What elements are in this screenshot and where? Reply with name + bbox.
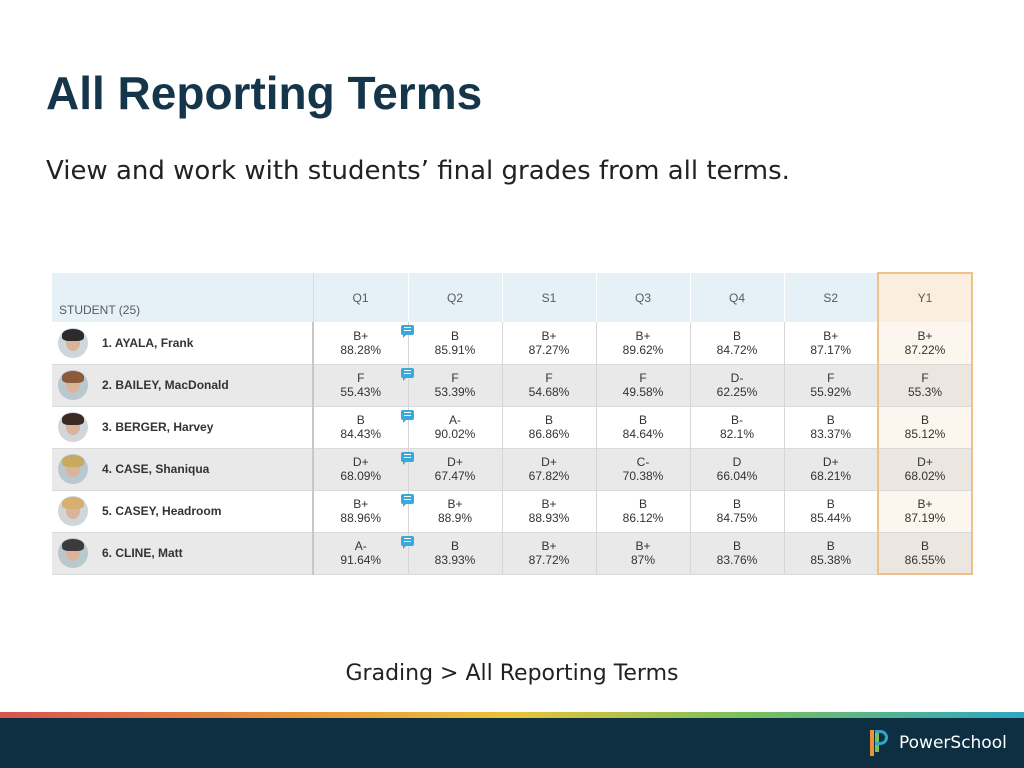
grade-cell-s2[interactable] [784, 406, 878, 448]
student-name[interactable]: 6. CLINE, Matt [102, 546, 183, 560]
grade-cell-s2[interactable] [784, 364, 878, 406]
percent-grade: 82.1% [719, 427, 755, 441]
table-row[interactable] [52, 364, 972, 406]
comment-icon[interactable] [401, 325, 414, 335]
percent-grade: 87.19% [904, 511, 946, 525]
grade-cell-q2[interactable] [408, 448, 502, 490]
letter-grade: B [920, 538, 929, 553]
grade-cell-q3[interactable] [596, 448, 690, 490]
comment-icon[interactable] [401, 410, 414, 420]
letter-grade: D+ [541, 455, 557, 469]
letter-grade: B [356, 413, 365, 427]
letter-grade: B+ [447, 497, 463, 511]
column-header-q1[interactable]: Q1 [313, 273, 408, 322]
letter-grade: B [450, 328, 459, 343]
grades-table [52, 272, 973, 575]
grade-cell-s1[interactable] [502, 490, 596, 532]
slide-title: All Reporting Terms [46, 67, 483, 119]
percent-grade: 87.72% [528, 553, 570, 567]
grade-cell-s1[interactable] [502, 448, 596, 490]
logo-text: PowerSchool [899, 733, 1007, 753]
letter-grade: B+ [917, 497, 933, 511]
grade-cell-y1[interactable] [878, 448, 972, 490]
percent-grade: 88.96% [340, 511, 382, 525]
comment-icon[interactable] [401, 368, 414, 378]
grade-cell-s1[interactable] [502, 406, 596, 448]
letter-grade: B+ [823, 328, 839, 343]
letter-grade: C- [636, 455, 650, 469]
grade-cell-q1[interactable] [313, 490, 408, 532]
letter-grade: D+ [447, 455, 463, 469]
comment-icon[interactable] [401, 452, 414, 462]
percent-grade: 85.12% [904, 427, 946, 441]
table-row[interactable] [52, 532, 972, 574]
grade-cell-q4[interactable] [690, 448, 784, 490]
grade-cell-q1[interactable] [313, 406, 408, 448]
student-avatar [58, 370, 88, 400]
grade-cell-q3[interactable] [596, 490, 690, 532]
grade-cell-y1[interactable] [878, 406, 972, 448]
grade-cell-q3[interactable] [596, 406, 690, 448]
grade-cell-s2[interactable] [784, 490, 878, 532]
letter-grade: D [732, 455, 742, 469]
letter-grade: B+ [541, 497, 557, 511]
grade-cell-q1[interactable] [313, 532, 408, 574]
percent-grade: 91.64% [340, 553, 382, 567]
percent-grade: 83.37% [810, 427, 852, 441]
percent-grade: 84.72% [716, 342, 758, 357]
grade-cell-q3[interactable] [596, 364, 690, 406]
percent-grade: 85.38% [810, 553, 852, 567]
grade-cell-s1[interactable] [502, 364, 596, 406]
letter-grade: B+ [635, 328, 651, 343]
letter-grade: F [921, 371, 929, 385]
letter-grade: D+ [352, 455, 369, 469]
letter-grade: B [638, 497, 647, 511]
letter-grade: B+ [353, 497, 369, 511]
student-name[interactable]: 3. BERGER, Harvey [102, 420, 214, 434]
percent-grade: 84.64% [622, 427, 664, 441]
percent-grade: 86.86% [528, 427, 570, 441]
column-header-y1[interactable]: Y1 [878, 273, 972, 322]
percent-grade: 62.25% [716, 385, 758, 399]
student-cell[interactable] [52, 406, 313, 448]
student-cell[interactable] [52, 364, 313, 406]
percent-grade: 87.27% [528, 342, 570, 357]
powerschool-logo [868, 728, 1007, 758]
grade-cell-s2[interactable] [784, 532, 878, 574]
letter-grade: F [357, 371, 365, 385]
letter-grade: B [920, 413, 929, 427]
column-header-s1[interactable]: S1 [502, 273, 596, 322]
letter-grade: B+ [635, 539, 651, 553]
percent-grade: 67.82% [528, 469, 570, 483]
grade-cell-y1[interactable] [878, 322, 972, 364]
letter-grade: A- [449, 413, 461, 427]
grade-cell-q4[interactable] [690, 532, 784, 574]
student-cell[interactable] [52, 532, 313, 574]
letter-grade: F [827, 371, 835, 385]
percent-grade: 87.17% [810, 342, 852, 357]
percent-grade: 87% [630, 553, 656, 567]
grade-cell-s1[interactable] [502, 532, 596, 574]
letter-grade: F [451, 371, 459, 385]
column-header-s2[interactable]: S2 [784, 273, 878, 322]
column-header-q3[interactable]: Q3 [596, 273, 690, 322]
student-name[interactable]: 1. AYALA, Frank [102, 335, 194, 350]
student-name[interactable]: 4. CASE, Shaniqua [102, 462, 210, 476]
percent-grade: 88.93% [528, 511, 570, 525]
letter-grade: B+ [541, 539, 557, 553]
percent-grade: 83.76% [716, 553, 758, 567]
comment-icon[interactable] [401, 536, 414, 546]
percent-grade: 55.92% [810, 385, 852, 399]
percent-grade: 54.68% [528, 385, 570, 399]
student-avatar [58, 412, 88, 442]
grade-cell-q3[interactable] [596, 532, 690, 574]
student-name[interactable]: 2. BAILEY, MacDonald [102, 378, 229, 392]
slide-subtitle: View and work with students’ final grades from all terms. [46, 156, 790, 186]
letter-grade: B [826, 413, 835, 427]
letter-grade: D+ [917, 455, 933, 469]
letter-grade: B [544, 413, 553, 427]
table-row[interactable] [52, 322, 972, 364]
letter-grade: B [732, 328, 741, 343]
percent-grade: 88.9% [437, 511, 473, 525]
grade-cell-q4[interactable] [690, 322, 784, 364]
column-header-q4[interactable]: Q4 [690, 273, 784, 322]
student-avatar [58, 538, 88, 568]
table-header-row [52, 273, 972, 322]
breadcrumb: Grading > All Reporting Terms [345, 661, 679, 686]
percent-grade: 55.43% [340, 385, 382, 399]
student-avatar [58, 328, 88, 358]
percent-grade: 68.21% [810, 469, 852, 483]
grade-cell-q2[interactable] [408, 406, 502, 448]
grade-cell-q1[interactable] [313, 448, 408, 490]
grade-cell-q4[interactable] [690, 406, 784, 448]
percent-grade: 89.62% [622, 342, 664, 357]
letter-grade: B+ [541, 328, 557, 343]
letter-grade: B [826, 539, 835, 553]
column-header-q2[interactable]: Q2 [408, 273, 502, 322]
grade-cell-q2[interactable] [408, 322, 502, 364]
percent-grade: 55.3% [907, 385, 943, 399]
student-avatar [58, 454, 88, 484]
letter-grade: B [732, 539, 741, 553]
percent-grade: 90.02% [434, 427, 476, 441]
table-row[interactable] [52, 406, 972, 448]
grade-cell-y1[interactable] [878, 364, 972, 406]
student-cell[interactable] [52, 448, 313, 490]
letter-grade: D- [730, 371, 744, 385]
percent-grade: 67.47% [434, 469, 476, 483]
grade-cell-q2[interactable] [408, 364, 502, 406]
percent-grade: 49.58% [622, 385, 664, 399]
percent-grade: 66.04% [716, 469, 758, 483]
percent-grade: 85.44% [810, 511, 852, 525]
letter-grade: B+ [353, 328, 369, 343]
table-row[interactable] [52, 490, 972, 532]
grade-cell-q2[interactable] [408, 532, 502, 574]
letter-grade: D+ [822, 455, 839, 469]
percent-grade: 83.93% [434, 553, 476, 567]
grade-cell-y1[interactable] [878, 532, 972, 574]
percent-grade: 88.28% [340, 342, 382, 357]
comment-icon[interactable] [401, 494, 414, 504]
letter-grade: F [545, 371, 553, 385]
percent-grade: 86.12% [622, 511, 664, 525]
grade-cell-s2[interactable] [784, 322, 878, 364]
letter-grade: B [826, 497, 835, 511]
table-row[interactable] [52, 448, 972, 490]
percent-grade: 84.75% [716, 511, 758, 525]
grade-cell-q3[interactable] [596, 322, 690, 364]
grade-cell-s2[interactable] [784, 448, 878, 490]
percent-grade: 87.22% [904, 342, 946, 357]
grade-cell-y1[interactable] [878, 490, 972, 532]
grade-cell-s1[interactable] [502, 322, 596, 364]
grade-cell-q1[interactable] [313, 322, 408, 364]
student-name[interactable]: 5. CASEY, Headroom [102, 504, 222, 518]
letter-grade: B+ [917, 328, 933, 343]
grades-table-body [52, 322, 972, 574]
letter-grade: B [732, 497, 741, 511]
percent-grade: 86.55% [904, 552, 946, 567]
powerschool-logo-icon [868, 728, 890, 758]
letter-grade: B [450, 539, 459, 553]
grade-cell-q2[interactable] [408, 490, 502, 532]
student-cell[interactable] [52, 322, 313, 364]
percent-grade: 70.38% [622, 469, 664, 483]
student-column-header[interactable]: STUDENT (25) [52, 273, 313, 322]
letter-grade: F [639, 371, 647, 385]
grade-cell-q1[interactable] [313, 364, 408, 406]
percent-grade: 68.09% [340, 469, 382, 483]
student-avatar [58, 496, 88, 526]
letter-grade: B- [731, 413, 743, 427]
percent-grade: 68.02% [904, 469, 946, 483]
grade-cell-q4[interactable] [690, 490, 784, 532]
student-cell[interactable] [52, 490, 313, 532]
grade-cell-q4[interactable] [690, 364, 784, 406]
letter-grade: B [638, 413, 647, 427]
percent-grade: 85.91% [434, 342, 476, 357]
percent-grade: 84.43% [340, 427, 382, 441]
letter-grade: A- [354, 539, 367, 553]
percent-grade: 53.39% [434, 385, 476, 399]
